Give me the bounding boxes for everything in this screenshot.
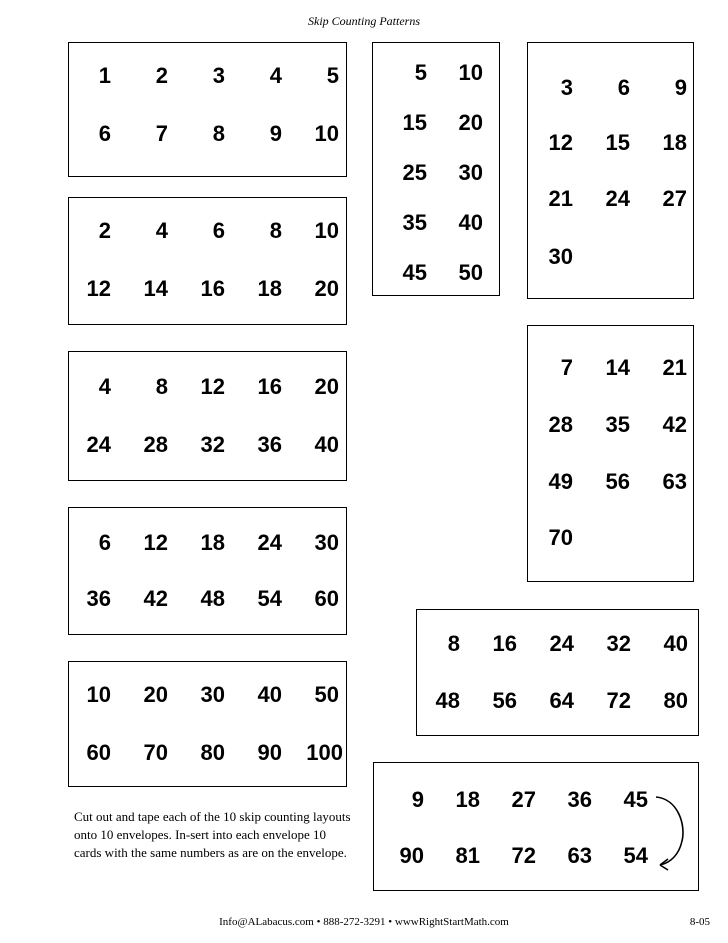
number-cell: 7 (155, 121, 168, 146)
number-cell: 3 (212, 63, 225, 88)
number-cell: 100 (306, 740, 343, 765)
number-cell: 12 (143, 530, 168, 555)
card-sixes (68, 507, 347, 635)
card-row (374, 843, 648, 869)
number-cell: 42 (662, 412, 687, 437)
number-cell: 5 (414, 60, 427, 85)
number-cell: 40 (257, 682, 282, 707)
card-row (528, 244, 573, 270)
card-row (528, 469, 687, 495)
number-cell: 30 (314, 530, 339, 555)
number-cell: 8 (269, 218, 282, 243)
number-cell: 2 (98, 218, 111, 243)
number-cell: 60 (86, 740, 111, 765)
number-cell: 15 (402, 110, 427, 135)
number-cell: 4 (155, 218, 168, 243)
number-cell: 9 (674, 75, 687, 100)
number-cell: 6 (617, 75, 630, 100)
number-cell: 30 (548, 244, 573, 269)
number-cell: 6 (98, 530, 111, 555)
number-cell: 90 (399, 843, 424, 868)
number-cell: 4 (98, 374, 111, 399)
card-row (75, 63, 339, 89)
number-cell: 36 (567, 787, 592, 812)
number-cell: 72 (606, 688, 631, 713)
card-row (417, 688, 688, 714)
number-cell: 25 (402, 160, 427, 185)
card-row (75, 374, 339, 400)
card-row (528, 355, 687, 381)
number-cell: 40 (458, 210, 483, 235)
number-cell: 10 (86, 682, 111, 707)
number-cell: 80 (663, 688, 688, 713)
page-title: Skip Counting Patterns (308, 14, 420, 28)
card-nines (373, 762, 699, 891)
card-threes (527, 42, 694, 299)
number-cell: 28 (548, 412, 573, 437)
number-cell: 8 (447, 631, 460, 656)
number-cell: 72 (511, 843, 536, 868)
card-eights (416, 609, 699, 736)
card-row (373, 160, 483, 186)
number-cell: 42 (143, 586, 168, 611)
number-cell: 24 (257, 530, 282, 555)
curved-arrow-icon (652, 781, 692, 881)
number-cell: 48 (200, 586, 225, 611)
number-cell: 2 (155, 63, 168, 88)
card-row (373, 60, 483, 86)
number-cell: 35 (402, 210, 427, 235)
number-cell: 18 (200, 530, 225, 555)
card-fours (68, 351, 347, 481)
card-fives (372, 42, 500, 296)
card-row (373, 260, 483, 286)
number-cell: 8 (212, 121, 225, 146)
number-cell: 70 (143, 740, 168, 765)
card-row (528, 130, 687, 156)
number-cell: 81 (455, 843, 480, 868)
card-row (417, 631, 688, 657)
number-cell: 50 (458, 260, 483, 285)
number-cell: 12 (200, 374, 225, 399)
card-row (75, 586, 339, 612)
number-cell: 1 (98, 63, 111, 88)
number-cell: 49 (548, 469, 573, 494)
number-cell: 10 (314, 218, 339, 243)
number-cell: 45 (402, 260, 427, 285)
card-row (528, 525, 573, 551)
number-cell: 27 (662, 186, 687, 211)
card-row (75, 682, 339, 708)
card-row (373, 210, 483, 236)
number-cell: 24 (605, 186, 630, 211)
number-cell: 12 (548, 130, 573, 155)
number-cell: 10 (314, 121, 339, 146)
number-cell: 50 (314, 682, 339, 707)
card-row (75, 276, 339, 302)
number-cell: 16 (492, 631, 517, 656)
number-cell: 20 (458, 110, 483, 135)
number-cell: 70 (548, 525, 573, 550)
number-cell: 14 (605, 355, 630, 380)
number-cell: 20 (314, 374, 339, 399)
number-cell: 16 (257, 374, 282, 399)
number-cell: 45 (623, 787, 648, 812)
number-cell: 28 (143, 432, 168, 457)
number-cell: 64 (549, 688, 574, 713)
number-cell: 6 (212, 218, 225, 243)
card-row (75, 121, 339, 147)
number-cell: 63 (662, 469, 687, 494)
number-cell: 32 (606, 631, 631, 656)
number-cell: 14 (143, 276, 168, 301)
number-cell: 12 (86, 276, 111, 301)
number-cell: 35 (605, 412, 630, 437)
number-cell: 9 (411, 787, 424, 812)
card-row (373, 110, 483, 136)
card-sevens (527, 325, 694, 582)
number-cell: 8 (155, 374, 168, 399)
number-cell: 16 (200, 276, 225, 301)
number-cell: 27 (511, 787, 536, 812)
card-tens (68, 661, 347, 787)
number-cell: 30 (200, 682, 225, 707)
card-row (528, 186, 687, 212)
card-row (75, 218, 339, 244)
number-cell: 32 (200, 432, 225, 457)
number-cell: 24 (549, 631, 574, 656)
number-cell: 36 (257, 432, 282, 457)
number-cell: 9 (269, 121, 282, 146)
number-cell: 30 (458, 160, 483, 185)
number-cell: 80 (200, 740, 225, 765)
card-ones (68, 42, 347, 177)
number-cell: 24 (86, 432, 111, 457)
number-cell: 3 (560, 75, 573, 100)
card-row (75, 432, 339, 458)
number-cell: 10 (458, 60, 483, 85)
number-cell: 56 (605, 469, 630, 494)
page-number: 8-05 (689, 916, 710, 928)
number-cell: 21 (662, 355, 687, 380)
number-cell: 48 (435, 688, 460, 713)
number-cell: 40 (663, 631, 688, 656)
number-cell: 4 (269, 63, 282, 88)
number-cell: 60 (314, 586, 339, 611)
card-row (528, 75, 687, 101)
number-cell: 90 (257, 740, 282, 765)
number-cell: 21 (548, 186, 573, 211)
number-cell: 40 (314, 432, 339, 457)
number-cell: 5 (326, 63, 339, 88)
number-cell: 18 (257, 276, 282, 301)
number-cell: 15 (605, 130, 630, 155)
number-cell: 54 (623, 843, 648, 868)
card-row (75, 740, 343, 766)
number-cell: 56 (492, 688, 517, 713)
number-cell: 7 (560, 355, 573, 380)
footer-contact: Info@ALabacus.com • 888-272-3291 • wwwRightStartMath.com (219, 916, 509, 928)
instructions-note: Cut out and tape each of the 10 skip counting layouts onto 10 envelopes. In-sert into each envelope 10 cards with the same numbers as are on the envelope. (74, 809, 351, 860)
number-cell: 6 (98, 121, 111, 146)
number-cell: 18 (455, 787, 480, 812)
number-cell: 18 (662, 130, 687, 155)
number-cell: 20 (143, 682, 168, 707)
number-cell: 54 (257, 586, 282, 611)
card-row (374, 787, 648, 813)
number-cell: 63 (567, 843, 592, 868)
number-cell: 20 (314, 276, 339, 301)
card-twos (68, 197, 347, 325)
card-row (528, 412, 687, 438)
number-cell: 36 (86, 586, 111, 611)
card-row (75, 530, 339, 556)
